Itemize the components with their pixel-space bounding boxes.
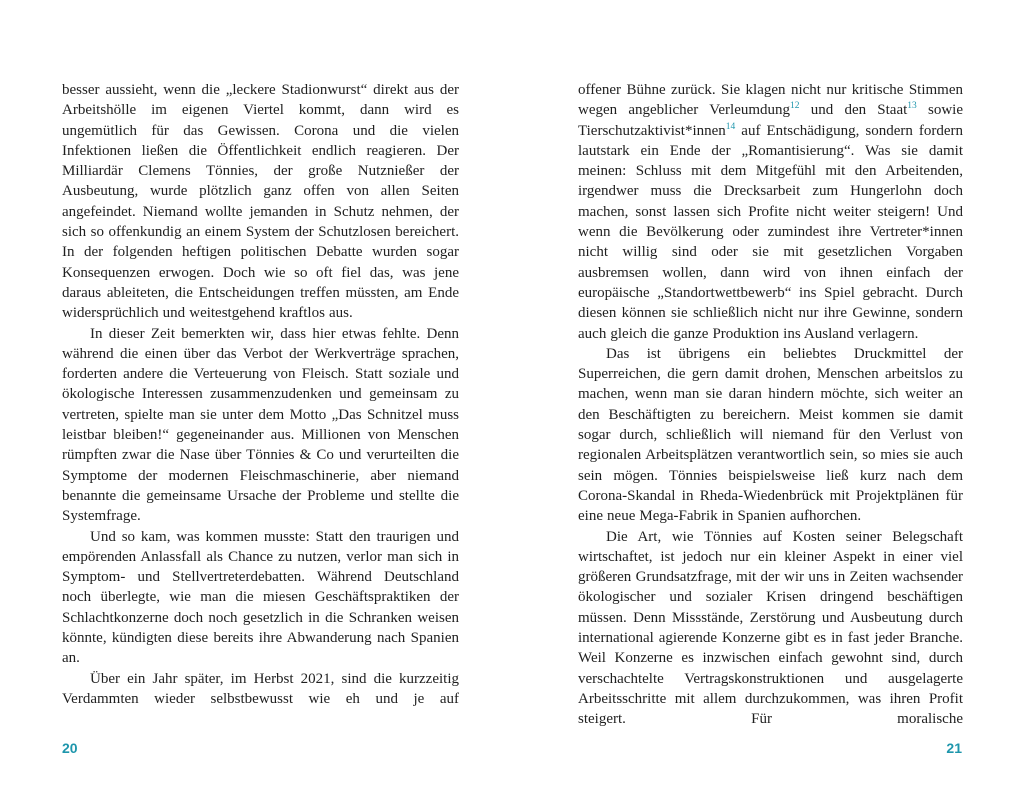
body-text: auf Entschädigung, sondern fordern lautstark ein Ende der „Romantisierung“. Was sie damit meinen: Schluss mit dem Mitgefühl mit den Arbeitenden, irgendwer muss die Drecksarbeit zum Hungerlohn doch machen, sonst lassen sich Profite nicht weiter steigern! Und wenn die Bevölkerung oder zumindest ihre Vertreter*innen nicht willig sind oder sie mit gesetzlichen Vorgaben ausbremsen wollen, dann wird von ihnen einfach der europäische „Standortwettbewerb“ ins Spiel gebracht. Durch diesen können sie schließlich nicht nur ihre Gewinne, sondern auch gleich die ganze Produktion ins Ausland verlagern. — [578, 122, 963, 342]
page-right-text-column — [578, 80, 963, 730]
page-number-right: 21 — [946, 740, 962, 756]
body-text: In dieser Zeit bemerkten wir, dass hier etwas fehlte. Denn während die einen über das Verbot der Werkverträge sprachen, forderten andere die Verteuerung von Fleisch. Statt soziale und ökologische Interessen zusammenzudenken und gemeinsam zu vertreten, spielte man sie unter dem Motto „Das Schnitzel muss leistbar bleiben!“ gegeneinander aus. Millionen von Menschen rümpften zwar die Nase über Tönnies & Co und verurteilten die Symptome der modernen Fleischmaschinerie, aber niemand benannte die gemeinsame Ursache der Probleme und stellte die Systemfrage. — [62, 325, 459, 525]
paragraph — [578, 344, 963, 527]
body-text: besser aussieht, wenn die „leckere Stadionwurst“ direkt aus der Arbeitshölle im eigenen Viertel kommt, dann wird es ungemütlich für das Gewissen. Corona und die vielen Infektionen ließen die Öffentlichkeit endlich reagieren. Der Milliardär Clemens Tönnies, der große Nutznießer der Ausbeutung, wurde plötzlich ganz offen von allen Seiten angefeindet. Niemand wollte jemanden in Schutz nehmen, der sich so offenkundig an einem System der Schutzlosen bereichert. In der folgenden heftigen politischen Debatte wurden sogar Konsequenzen erwogen. Doch wie so oft fiel das, was jene daraus ableiteten, die Entscheidungen treffen müssten, am Ende widersprüchlich und weitestgehend kraftlos aus. — [62, 82, 459, 322]
paragraph — [578, 527, 963, 730]
body-text: Das ist übrigens ein beliebtes Druckmittel der Superreichen, die gern damit drohen, Menschen arbeitslos zu machen, wenn man sie daran hindern möchte, sich weiter an den Beschäftigten zu bereichern. Meist kommen sie damit sogar durch, schließlich will niemand für den Verlust von regionalen Arbeitsplätzen verantwortlich sein, so mies sie auch sein mögen. Tönnies beispielsweise ließ kurz nach dem Corona-Skandal in Rheda-Wiedenbrück mit Projektplänen für eine neue Mega-Fabrik in Spanien aufhorchen. — [578, 345, 963, 525]
paragraph — [578, 80, 963, 344]
footnote-reference: 12 — [790, 101, 800, 112]
paragraph — [62, 527, 459, 669]
body-text: Über ein Jahr später, im Herbst 2021, sind die kurzzeitig Verdammten wieder selbstbewusst wie eh und je auf — [62, 670, 459, 707]
paragraph — [62, 669, 459, 710]
body-text: Die Art, wie Tönnies auf Kosten seiner Belegschaft wirtschaftet, ist jedoch nur ein kleiner Aspekt in einer viel größeren Grundsatzfrage, mit der wir uns in Zeiten wachsender ökologischer und sozialer Krisen dringend beschäftigen müssen. Denn Missstände, Zerstörung und Ausbeutung durch international agierende Konzerne gibt es in fast jeder Branche. Weil Konzerne es inzwischen einfach gewohnt sind, durch verschachtelte Vertragskonstruktionen und ausgelagerte Arbeitsschritte mit allem durchzukommen, was ihren Profit steigert. Für moralische — [578, 528, 963, 728]
page-number-left: 20 — [62, 740, 78, 756]
body-text: und den Staat — [799, 102, 908, 119]
paragraph — [62, 324, 459, 527]
body-text: Und so kam, was kommen musste: Statt den traurigen und empörenden Anlassfall als Chance zu nutzen, verlor man sich in Symptom- und Stellvertreterdebatten. Während Deutschland noch überlegte, wie man die miesen Geschäftspraktiken der Schlachtkonzerne doch noch gesetzlich in die Schranken weisen könnte, kündigten diese bereits ihre Abwanderung nach Spanien an. — [62, 528, 459, 667]
footnote-reference: 14 — [725, 121, 736, 132]
page-left-text-column — [62, 80, 459, 709]
body-text: offener Bühne zurück. Sie klagen nicht nur kritische Stimmen wegen angeblicher Verleumdung — [578, 82, 963, 119]
paragraph — [62, 80, 459, 324]
footnote-reference: 13 — [907, 101, 917, 112]
body-text: sowie Tierschutzaktivist*innen — [578, 102, 963, 139]
